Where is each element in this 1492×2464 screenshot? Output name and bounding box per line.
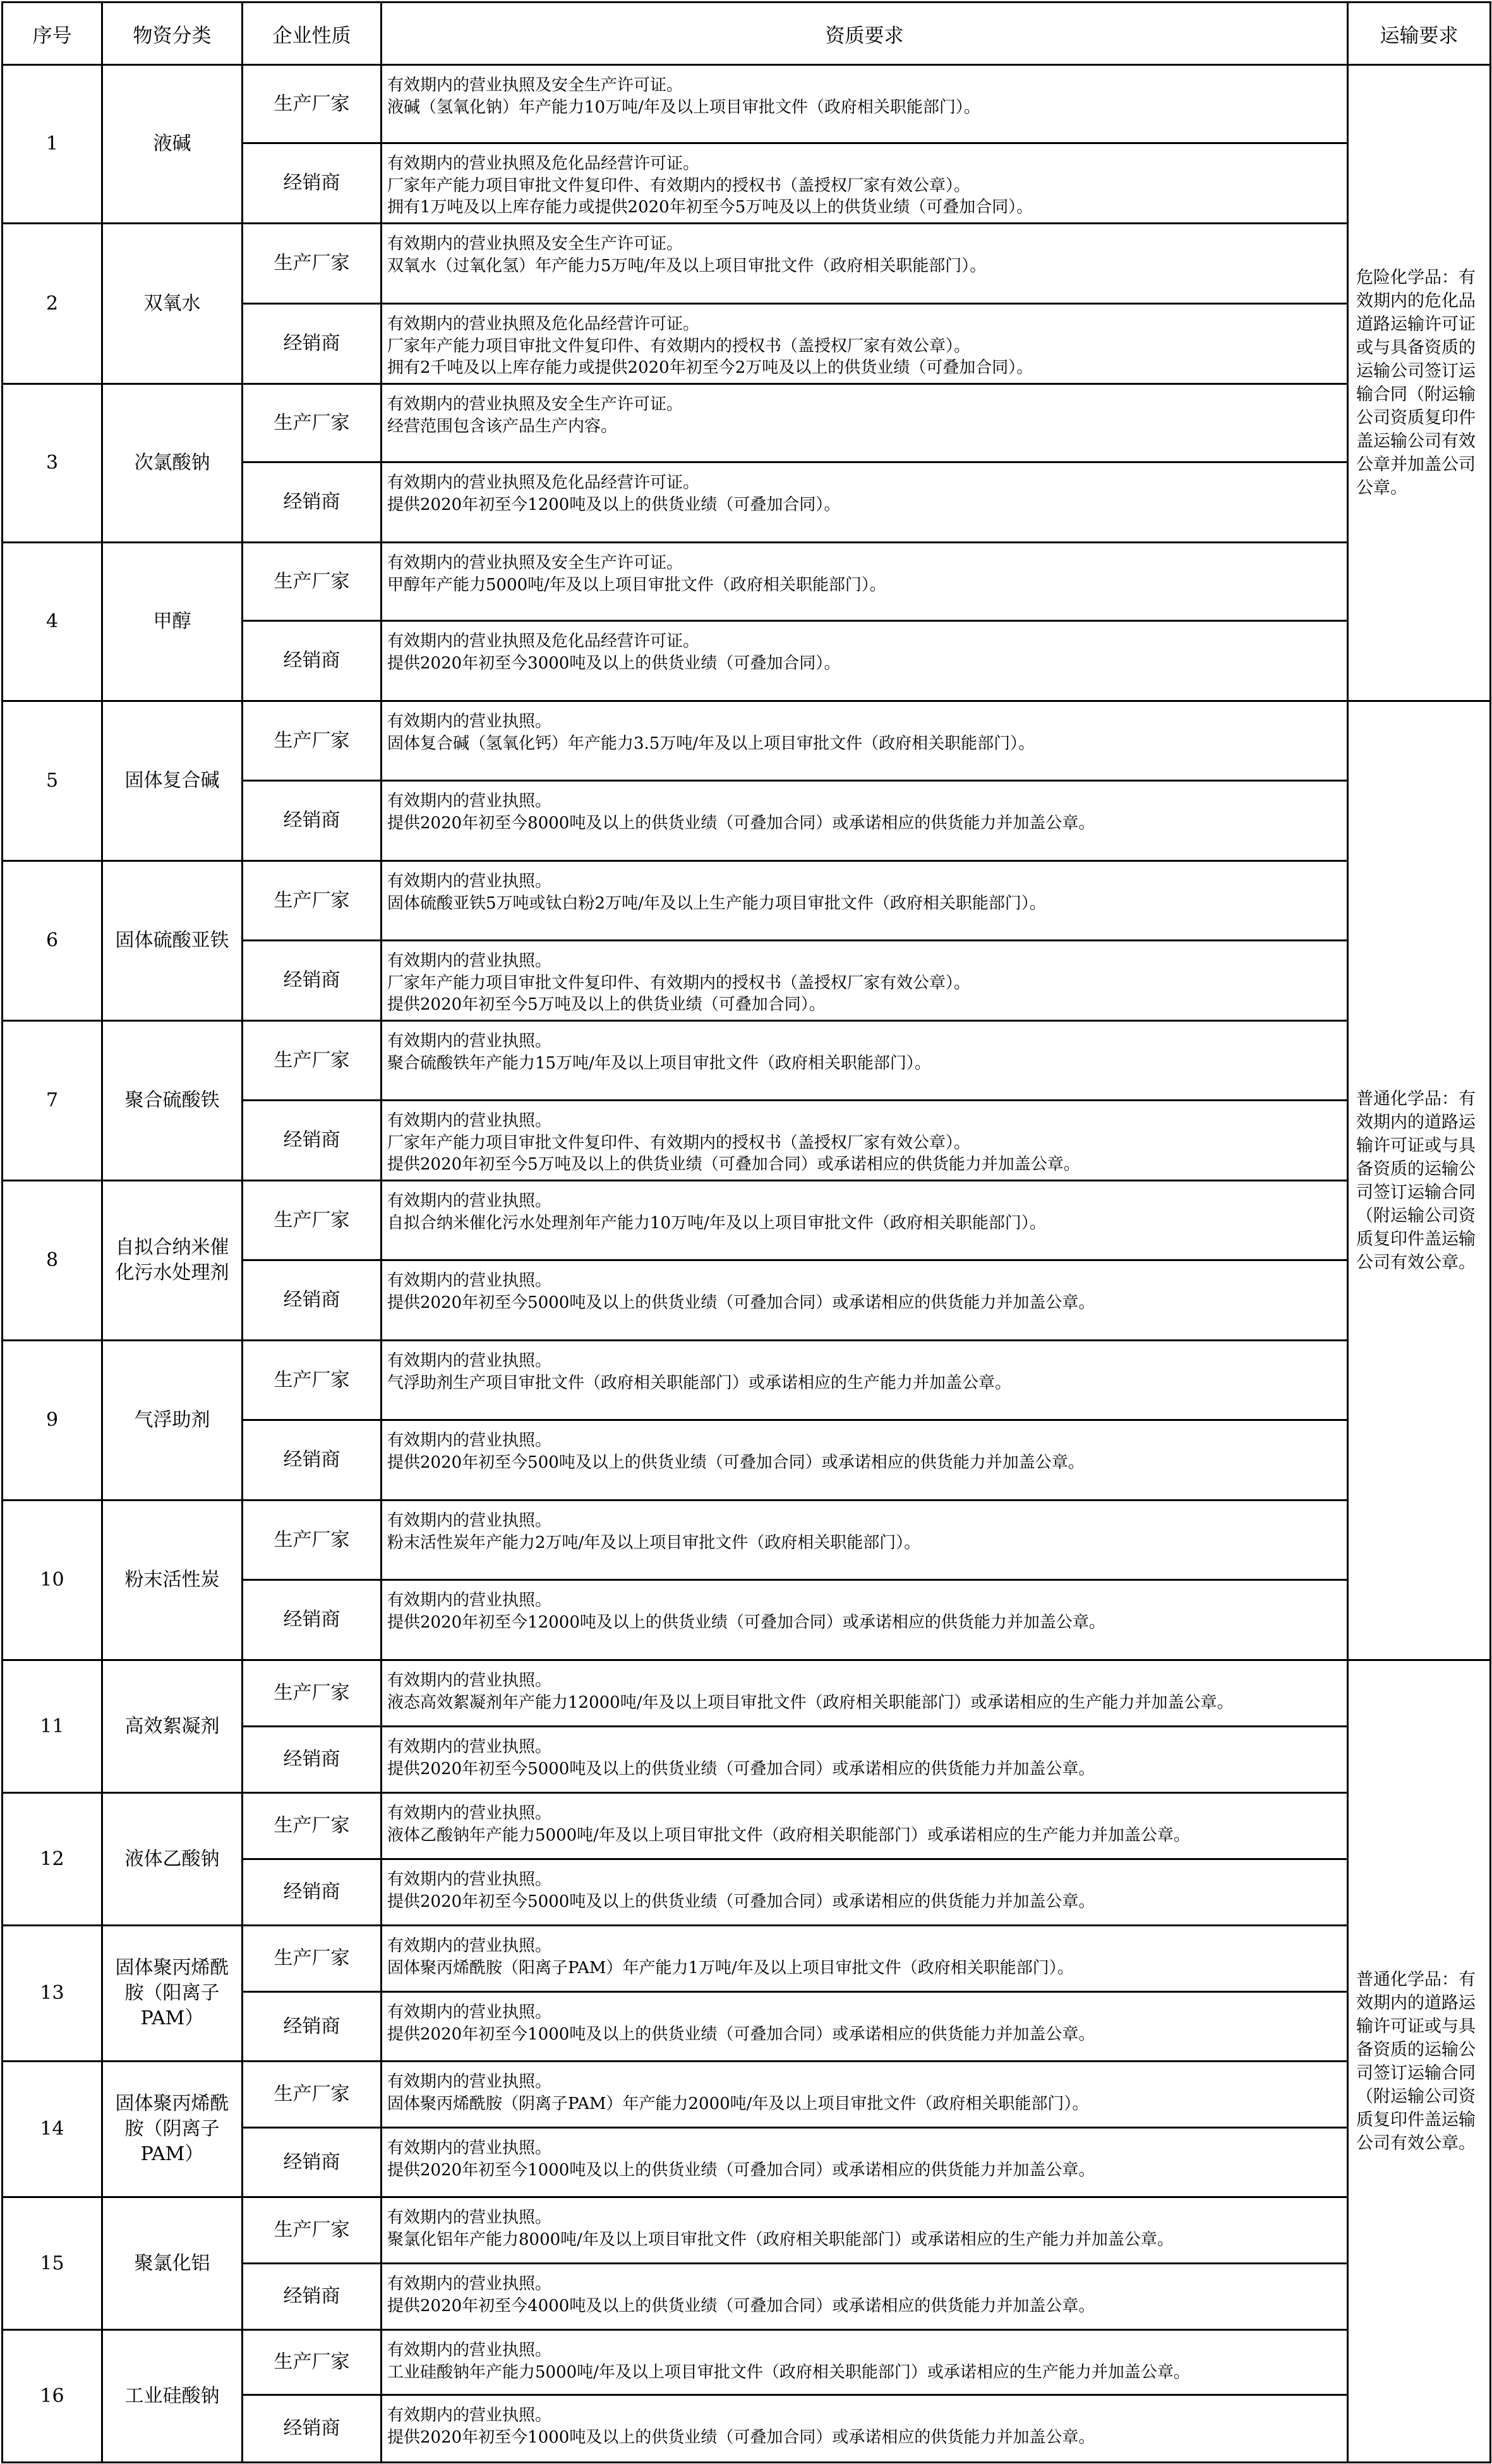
requirement-line: 有效期内的营业执照及安全生产许可证。 <box>387 76 683 95</box>
transport-note: 普通化学品：有效期内的道路运输许可证或与具备资质的运输公司签订运输合同（附运输公司资质复印件盖运输公司有效公章。 <box>1356 1969 1476 2153</box>
row-category: 粉末活性炭 <box>102 1501 243 1660</box>
requirement-line: 固体聚丙烯酰胺（阴离子PAM）年产能力2000吨/年及以上项目审批文件（政府相关职能部门）。 <box>387 2094 1089 2113</box>
nature-producer: 生产厂家 <box>243 2330 382 2395</box>
requirement-line: 有效期内的营业执照。 <box>387 951 552 970</box>
requirement-line: 聚合硫酸铁年产能力15万吨/年及以上项目审批文件（政府相关职能部门）。 <box>387 1053 931 1073</box>
table-row <box>3 1660 1491 1727</box>
nature-producer: 生产厂家 <box>243 1660 382 1727</box>
producer-requirements <box>382 1926 1348 1992</box>
table-row <box>3 1926 1491 1992</box>
row-index: 10 <box>3 1501 102 1660</box>
nature-dealer: 经销商 <box>243 2128 382 2197</box>
requirement-line: 有效期内的营业执照。 <box>387 1511 552 1530</box>
table-row <box>3 701 1491 781</box>
nature-dealer: 经销商 <box>243 1580 382 1660</box>
producer-requirements <box>382 543 1348 621</box>
requirement-line: 聚氯化铝年产能力8000吨/年及以上项目审批文件（政府相关职能部门）或承诺相应的生产能力并加盖公章。 <box>387 2230 1174 2249</box>
table-row <box>3 861 1491 941</box>
nature-dealer: 经销商 <box>243 1260 382 1341</box>
requirement-line: 有效期内的营业执照。 <box>387 1591 552 1610</box>
row-index: 2 <box>3 224 102 384</box>
row-index: 6 <box>3 861 102 1021</box>
row-category: 固体复合碱 <box>102 701 243 861</box>
table-row <box>3 543 1491 621</box>
requirement-line: 提供2020年初至今12000吨及以上的供货业绩（可叠加合同）或承诺相应的供货能力并加盖公章。 <box>387 1612 1105 1632</box>
producer-requirements <box>382 1660 1348 1727</box>
dealer-requirements <box>382 1992 1348 2062</box>
nature-producer: 生产厂家 <box>243 1501 382 1580</box>
requirement-line: 有效期内的营业执照。 <box>387 1671 552 1690</box>
transport-requirement <box>1348 65 1491 701</box>
nature-producer: 生产厂家 <box>243 1341 382 1420</box>
dealer-requirements <box>382 781 1348 861</box>
requirement-line: 有效期内的营业执照及安全生产许可证。 <box>387 553 683 572</box>
dealer-requirements <box>382 941 1348 1021</box>
producer-requirements <box>382 384 1348 462</box>
dealer-requirements <box>382 2264 1348 2330</box>
requirement-line: 拥有1万吨及以上库存能力或提供2020年初至今5万吨及以上的供货业绩（可叠加合同）。 <box>387 198 1033 217</box>
requirement-line: 有效期内的营业执照。 <box>387 2274 552 2293</box>
requirement-line: 有效期内的营业执照及危化品经营许可证。 <box>387 315 700 334</box>
nature-dealer: 经销商 <box>243 462 382 543</box>
requirement-line: 有效期内的营业执照。 <box>387 1111 552 1130</box>
table-row <box>3 384 1491 462</box>
table-row <box>3 65 1491 143</box>
requirement-line: 有效期内的营业执照及危化品经营许可证。 <box>387 632 700 651</box>
table-row <box>3 1181 1491 1260</box>
row-category: 固体聚丙烯酰胺（阴离子PAM） <box>102 2062 243 2197</box>
producer-requirements <box>382 224 1348 304</box>
row-index: 12 <box>3 1793 102 1926</box>
requirement-line: 有效期内的营业执照及危化品经营许可证。 <box>387 473 700 492</box>
requirement-line: 有效期内的营业执照及安全生产许可证。 <box>387 395 683 414</box>
requirement-line: 工业硅酸钠年产能力5000吨/年及以上项目审批文件（政府相关职能部门）或承诺相应的生产能力并加盖公章。 <box>387 2362 1190 2382</box>
requirement-line: 提供2020年初至今5万吨及以上的供货业绩（可叠加合同）或承诺相应的供货能力并加盖公章。 <box>387 1155 1080 1174</box>
table-row <box>3 1021 1491 1101</box>
table-row <box>3 1501 1491 1580</box>
header-index: 序号 <box>3 3 102 65</box>
requirement-line: 提供2020年初至今3000吨及以上的供货业绩（可叠加合同）。 <box>387 653 841 673</box>
requirement-line: 双氧水（过氧化氢）年产能力5万吨/年及以上项目审批文件（政府相关职能部门）。 <box>387 256 987 275</box>
row-index: 7 <box>3 1021 102 1181</box>
producer-requirements <box>382 861 1348 941</box>
requirement-line: 粉末活性炭年产能力2万吨/年及以上项目审批文件（政府相关职能部门）。 <box>387 1533 921 1552</box>
requirement-line: 有效期内的营业执照及危化品经营许可证。 <box>387 154 700 173</box>
producer-requirements <box>382 1021 1348 1101</box>
producer-requirements <box>382 701 1348 781</box>
requirement-line: 有效期内的营业执照。 <box>387 1351 552 1370</box>
nature-producer: 生产厂家 <box>243 861 382 941</box>
row-category: 固体聚丙烯酰胺（阳离子PAM） <box>102 1926 243 2062</box>
row-index: 16 <box>3 2330 102 2463</box>
producer-requirements <box>382 1181 1348 1260</box>
requirement-line: 甲醇年产能力5000吨/年及以上项目审批文件（政府相关职能部门）。 <box>387 575 886 595</box>
requirement-line: 提供2020年初至今4000吨及以上的供货业绩（可叠加合同）或承诺相应的供货能力并加盖公章。 <box>387 2296 1095 2316</box>
header-qualification: 资质要求 <box>382 3 1348 65</box>
row-index: 11 <box>3 1660 102 1793</box>
nature-dealer: 经销商 <box>243 941 382 1021</box>
transport-note: 危险化学品：有效期内的危化品道路运输许可证或与具备资质的运输公司签订运输合同（附运输公司资质复印件盖运输公司有效公章并加盖公司公章。 <box>1356 268 1476 498</box>
nature-producer: 生产厂家 <box>243 2197 382 2264</box>
nature-producer: 生产厂家 <box>243 1926 382 1992</box>
requirement-line: 有效期内的营业执照。 <box>387 872 552 891</box>
nature-producer: 生产厂家 <box>243 65 382 143</box>
requirement-line: 有效期内的营业执照。 <box>387 1431 552 1450</box>
requirement-line: 有效期内的营业执照。 <box>387 1870 552 1889</box>
requirement-line: 提供2020年初至今5000吨及以上的供货业绩（可叠加合同）或承诺相应的供货能力并加盖公章。 <box>387 1293 1095 1312</box>
row-category: 液体乙酸钠 <box>102 1793 243 1926</box>
requirement-line: 有效期内的营业执照。 <box>387 1804 552 1823</box>
requirement-line: 厂家年产能力项目审批文件复印件、有效期内的授权书（盖授权厂家有效公章）。 <box>387 176 971 195</box>
row-category: 固体硫酸亚铁 <box>102 861 243 1021</box>
dealer-requirements <box>382 1420 1348 1501</box>
nature-dealer: 经销商 <box>243 621 382 701</box>
dealer-requirements <box>382 1580 1348 1660</box>
requirement-line: 有效期内的营业执照。 <box>387 1936 552 1955</box>
requirement-line: 提供2020年初至今5万吨及以上的供货业绩（可叠加合同）。 <box>387 995 826 1014</box>
row-category: 聚氯化铝 <box>102 2197 243 2330</box>
row-category: 次氯酸钠 <box>102 384 243 543</box>
nature-producer: 生产厂家 <box>243 2062 382 2128</box>
producer-requirements <box>382 1793 1348 1859</box>
transport-note: 普通化学品：有效期内的道路运输许可证或与具备资质的运输公司签订运输合同（附运输公司资质复印件盖运输公司有效公章。 <box>1356 1089 1476 1272</box>
requirement-line: 有效期内的营业执照。 <box>387 2341 552 2360</box>
row-category: 气浮助剂 <box>102 1341 243 1501</box>
row-index: 5 <box>3 701 102 861</box>
table-row <box>3 2330 1491 2395</box>
requirement-line: 有效期内的营业执照。 <box>387 2072 552 2091</box>
requirement-line: 有效期内的营业执照。 <box>387 1737 552 1756</box>
header-nature: 企业性质 <box>243 3 382 65</box>
row-index: 14 <box>3 2062 102 2197</box>
producer-requirements <box>382 1341 1348 1420</box>
row-index: 3 <box>3 384 102 543</box>
requirement-line: 固体复合碱（氢氧化钙）年产能力3.5万吨/年及以上项目审批文件（政府相关职能部门）。 <box>387 734 1035 753</box>
dealer-requirements <box>382 621 1348 701</box>
dealer-requirements <box>382 1260 1348 1341</box>
nature-dealer: 经销商 <box>243 143 382 224</box>
nature-dealer: 经销商 <box>243 2264 382 2330</box>
requirement-line: 提供2020年初至今8000吨及以上的供货业绩（可叠加合同）或承诺相应的供货能力并加盖公章。 <box>387 813 1095 833</box>
requirement-line: 有效期内的营业执照。 <box>387 2208 552 2227</box>
row-category: 液碱 <box>102 65 243 224</box>
dealer-requirements <box>382 1727 1348 1793</box>
row-category: 工业硅酸钠 <box>102 2330 243 2463</box>
requirement-line: 有效期内的营业执照。 <box>387 2139 552 2158</box>
table-row <box>3 1341 1491 1420</box>
row-category: 双氧水 <box>102 224 243 384</box>
row-category: 聚合硫酸铁 <box>102 1021 243 1181</box>
requirement-line: 有效期内的营业执照。 <box>387 1032 552 1051</box>
row-index: 13 <box>3 1926 102 2062</box>
nature-producer: 生产厂家 <box>243 701 382 781</box>
nature-dealer: 经销商 <box>243 1420 382 1501</box>
nature-dealer: 经销商 <box>243 1727 382 1793</box>
requirement-line: 气浮助剂生产项目审批文件（政府相关职能部门）或承诺相应的生产能力并加盖公章。 <box>387 1373 1012 1392</box>
qualification-table <box>1 1 1491 2463</box>
requirement-line: 提供2020年初至今1000吨及以上的供货业绩（可叠加合同）或承诺相应的供货能力并加盖公章。 <box>387 2024 1095 2044</box>
table-row <box>3 1793 1491 1859</box>
transport-requirement <box>1348 1660 1491 2463</box>
producer-requirements <box>382 2062 1348 2128</box>
requirement-line: 提供2020年初至今5000吨及以上的供货业绩（可叠加合同）或承诺相应的供货能力并加盖公章。 <box>387 1759 1095 1779</box>
header-transport: 运输要求 <box>1348 3 1491 65</box>
row-index: 9 <box>3 1341 102 1501</box>
requirement-line: 厂家年产能力项目审批文件复印件、有效期内的授权书（盖授权厂家有效公章）。 <box>387 973 971 993</box>
row-index: 1 <box>3 65 102 224</box>
header-category: 物资分类 <box>102 3 243 65</box>
dealer-requirements <box>382 304 1348 384</box>
producer-requirements <box>382 2197 1348 2264</box>
table-body <box>3 65 1491 2463</box>
nature-dealer: 经销商 <box>243 781 382 861</box>
requirement-line: 提供2020年初至今1000吨及以上的供货业绩（可叠加合同）或承诺相应的供货能力并加盖公章。 <box>387 2160 1095 2180</box>
requirement-line: 有效期内的营业执照。 <box>387 1271 552 1290</box>
nature-dealer: 经销商 <box>243 2395 382 2463</box>
producer-requirements <box>382 65 1348 143</box>
nature-dealer: 经销商 <box>243 1101 382 1181</box>
dealer-requirements <box>382 462 1348 543</box>
producer-requirements <box>382 2330 1348 2395</box>
requirement-line: 拥有2千吨及以上库存能力或提供2020年初至今2万吨及以上的供货业绩（可叠加合同）。 <box>387 358 1033 377</box>
requirement-line: 固体硫酸亚铁5万吨或钛白粉2万吨/年及以上生产能力项目审批文件（政府相关职能部门）。 <box>387 893 1046 913</box>
requirement-line: 厂家年产能力项目审批文件复印件、有效期内的授权书（盖授权厂家有效公章）。 <box>387 336 971 356</box>
producer-requirements <box>382 1501 1348 1580</box>
requirement-line: 经营范围包含该产品生产内容。 <box>387 416 618 436</box>
dealer-requirements <box>382 1859 1348 1926</box>
header-row <box>3 3 1491 65</box>
nature-producer: 生产厂家 <box>243 1181 382 1260</box>
requirement-line: 厂家年产能力项目审批文件复印件、有效期内的授权书（盖授权厂家有效公章）。 <box>387 1133 971 1152</box>
row-category: 自拟合纳米催化污水处理剂 <box>102 1181 243 1341</box>
nature-producer: 生产厂家 <box>243 1793 382 1859</box>
row-index: 4 <box>3 543 102 701</box>
requirement-line: 提供2020年初至今1000吨及以上的供货业绩（可叠加合同）或承诺相应的供货能力并加盖公章。 <box>387 2427 1095 2447</box>
row-index: 8 <box>3 1181 102 1341</box>
dealer-requirements <box>382 1101 1348 1181</box>
dealer-requirements <box>382 143 1348 224</box>
table-row <box>3 224 1491 304</box>
dealer-requirements <box>382 2128 1348 2197</box>
table-row <box>3 2062 1491 2128</box>
requirement-line: 有效期内的营业执照。 <box>387 2406 552 2425</box>
requirement-line: 提供2020年初至今1200吨及以上的供货业绩（可叠加合同）。 <box>387 495 841 514</box>
requirement-line: 液体乙酸钠年产能力5000吨/年及以上项目审批文件（政府相关职能部门）或承诺相应的生产能力并加盖公章。 <box>387 1825 1190 1845</box>
transport-requirement <box>1348 701 1491 1660</box>
nature-producer: 生产厂家 <box>243 224 382 304</box>
requirement-line: 提供2020年初至今500吨及以上的供货业绩（可叠加合同）或承诺相应的供货能力并加盖公章。 <box>387 1452 1085 1472</box>
nature-producer: 生产厂家 <box>243 1021 382 1101</box>
requirement-line: 提供2020年初至今5000吨及以上的供货业绩（可叠加合同）或承诺相应的供货能力并加盖公章。 <box>387 1892 1095 1911</box>
nature-dealer: 经销商 <box>243 1859 382 1926</box>
table-row <box>3 2197 1491 2264</box>
requirement-line: 有效期内的营业执照。 <box>387 792 552 811</box>
requirement-line: 有效期内的营业执照。 <box>387 712 552 731</box>
dealer-requirements <box>382 2395 1348 2463</box>
nature-producer: 生产厂家 <box>243 384 382 462</box>
requirement-line: 有效期内的营业执照及安全生产许可证。 <box>387 234 683 253</box>
requirement-line: 液态高效絮凝剂年产能力12000吨/年及以上项目审批文件（政府相关职能部门）或承诺相应的生产能力并加盖公章。 <box>387 1693 1234 1712</box>
row-category: 甲醇 <box>102 543 243 701</box>
requirement-line: 有效期内的营业执照。 <box>387 2003 552 2022</box>
row-category: 高效絮凝剂 <box>102 1660 243 1793</box>
nature-producer: 生产厂家 <box>243 543 382 621</box>
requirement-line: 自拟合纳米催化污水处理剂年产能力10万吨/年及以上项目审批文件（政府相关职能部门）。 <box>387 1213 1046 1233</box>
nature-dealer: 经销商 <box>243 1992 382 2062</box>
requirement-line: 固体聚丙烯酰胺（阳离子PAM）年产能力1万吨/年及以上项目审批文件（政府相关职能部门）。 <box>387 1958 1074 1978</box>
requirement-line: 液碱（氢氧化钠）年产能力10万吨/年及以上项目审批文件（政府相关职能部门）。 <box>387 97 980 117</box>
nature-dealer: 经销商 <box>243 304 382 384</box>
row-index: 15 <box>3 2197 102 2330</box>
requirement-line: 有效期内的营业执照。 <box>387 1192 552 1211</box>
